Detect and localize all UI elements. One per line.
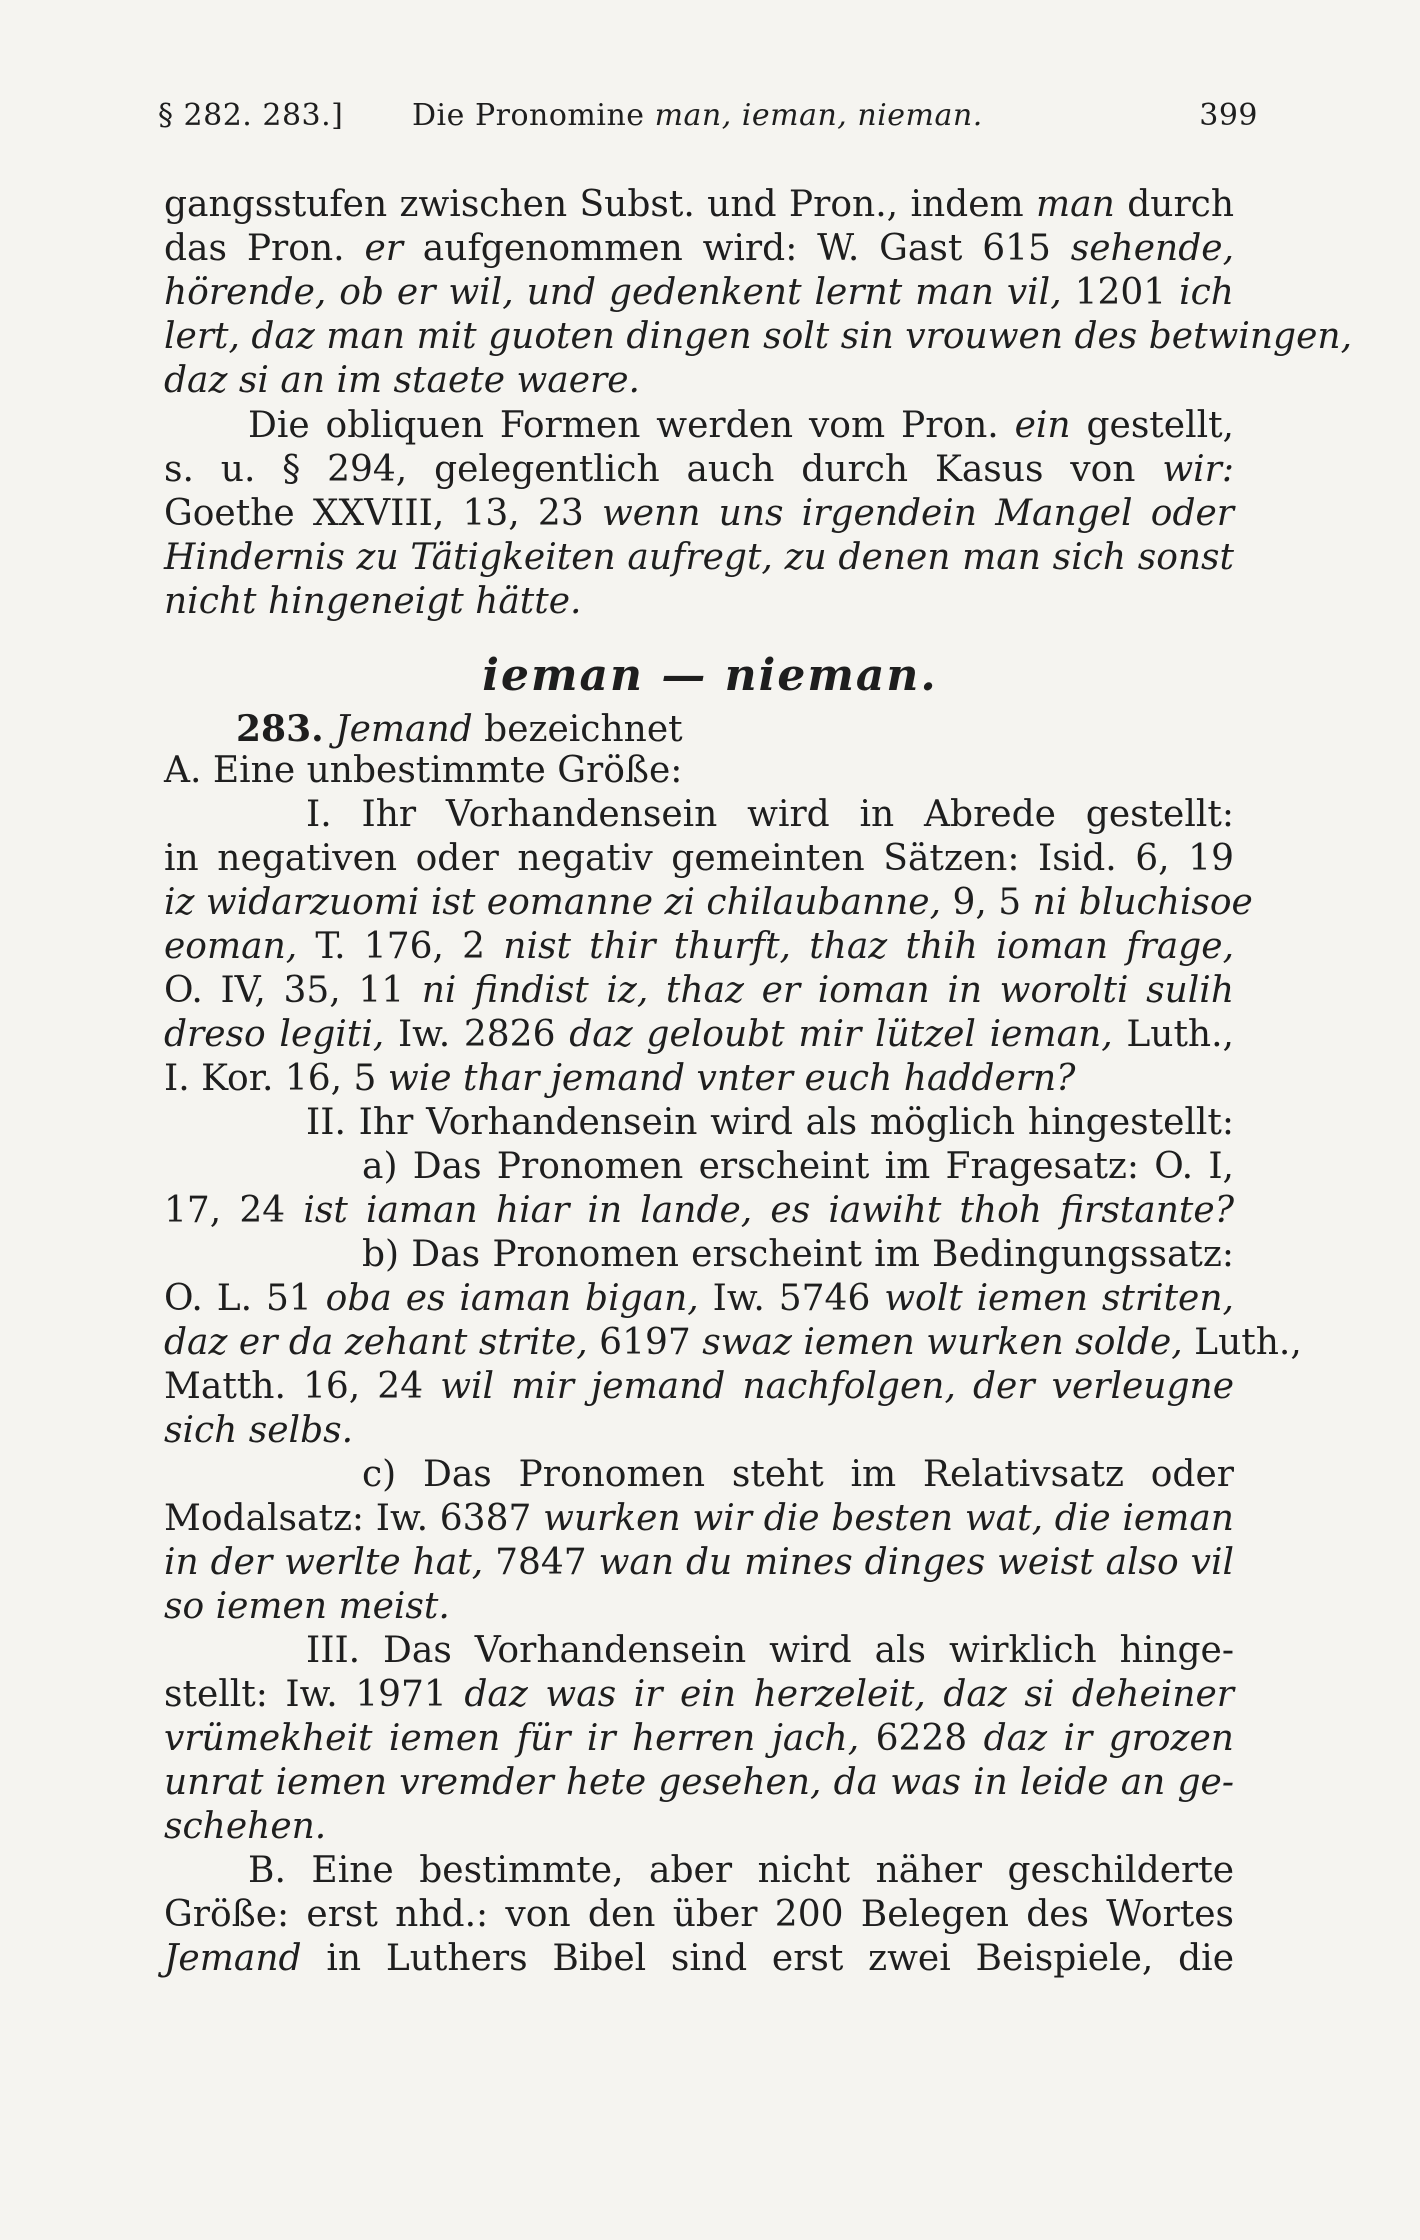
text-run: sich selbs.	[164, 1410, 354, 1451]
text-line	[164, 1585, 1234, 1629]
text-line	[164, 1893, 1234, 1937]
text-run: wie thar jemand vnter euch haddern?	[387, 1058, 1076, 1099]
text-run: 9, 5	[941, 882, 1033, 923]
text-run: iz widarzuomi ist eomanne zi chilaubanne,	[164, 882, 942, 923]
text-line	[164, 271, 1234, 315]
text-line	[164, 969, 1234, 1013]
text-line	[306, 1101, 1234, 1145]
text-line	[164, 315, 1353, 359]
text-run: 17, 24	[164, 1190, 304, 1231]
text-line	[362, 1145, 1234, 1189]
text-run: swaz iemen wurken solde,	[702, 1322, 1183, 1363]
text-run: daz ir grozen	[983, 1718, 1234, 1759]
text-run: Modalsatz: Iw. 6387	[164, 1498, 544, 1539]
text-line	[164, 1761, 1234, 1805]
text-run: ein	[1014, 405, 1071, 446]
text-run: aufgenommen wird: W. Gast 615	[402, 228, 1071, 269]
text-run: Iw. 2826	[384, 1014, 570, 1055]
text-run: T. 176, 2	[297, 926, 504, 967]
text-run: c) Das Pronomen steht im Relativsatz oder	[362, 1454, 1234, 1495]
text-run: A. Eine unbestimmte Größe:	[164, 750, 683, 791]
text-run: 1201	[1061, 272, 1180, 313]
text-line	[164, 1365, 1234, 1409]
text-run: daz was ir ein herzeleit, daz si deheiner	[464, 1674, 1234, 1715]
text-run: wurken wir die besten wat, die ieman	[543, 1498, 1234, 1539]
text-run: ni findist iz, thaz er ioman in worolti sulih	[421, 970, 1234, 1011]
text-run: s. u. § 294, gelegentlich auch durch Kasus von	[164, 449, 1163, 490]
text-run: bezeichnet	[472, 709, 683, 750]
header-title: Die Pronomine man, ieman, nieman.	[412, 98, 983, 133]
text-run: daz geloubt mir lützel ieman,	[569, 1014, 1113, 1055]
text-run: daz si an im staete waere.	[164, 360, 640, 401]
text-line	[306, 793, 1234, 837]
text-run: III. Das Vorhandensein wird als wirklich hinge-	[306, 1630, 1234, 1671]
text-line	[164, 448, 1234, 492]
text-run: ich	[1179, 272, 1234, 313]
text-line	[164, 1409, 1234, 1453]
text-run: er	[364, 228, 403, 269]
running-header	[158, 98, 1258, 146]
text-run: Die obliquen Formen werden vom Pron.	[248, 405, 1015, 446]
text-run: oba es iaman bigan,	[325, 1278, 699, 1319]
text-run: in Luthers Bibel sind erst zwei Beispiele, die	[301, 1938, 1234, 1979]
text-line	[164, 359, 1234, 403]
page-number: 399	[1199, 98, 1258, 133]
text-run: ist iaman hiar in lande, es iawiht thoh firstante?	[303, 1190, 1234, 1231]
text-run: gangsstufen zwischen Subst. und Pron., indem	[164, 184, 1037, 225]
text-run: I. Kor. 16, 5	[164, 1058, 388, 1099]
text-run: Jemand	[335, 709, 473, 750]
text-line	[164, 1497, 1234, 1541]
text-line	[164, 925, 1234, 969]
text-line	[164, 492, 1234, 536]
text-run: stellt: Iw. 1971	[164, 1674, 465, 1715]
text-line	[362, 1233, 1234, 1277]
section-heading: ieman — nieman.	[482, 650, 938, 701]
text-line	[164, 881, 1253, 925]
text-run: sehende,	[1070, 228, 1235, 269]
text-run: 283.	[236, 708, 324, 750]
text-run: b) Das Pronomen erscheint im Bedingungssatz:	[362, 1234, 1234, 1275]
text-run: eoman,	[164, 926, 298, 967]
text-run: wenn uns irgendein Mangel oder	[601, 493, 1234, 534]
text-line	[306, 1629, 1234, 1673]
text-line	[164, 1189, 1234, 1233]
text-run: 6228	[859, 1718, 984, 1759]
text-run	[324, 709, 335, 750]
text-line	[164, 1321, 1302, 1365]
text-run: dreso legiti,	[164, 1014, 385, 1055]
text-run: so iemen meist.	[164, 1586, 450, 1627]
text-run: wan du mines dinges weist also vil	[598, 1542, 1234, 1583]
section-range: § 282. 283.]	[158, 98, 344, 133]
text-run: daz er da zehant strite,	[164, 1322, 588, 1363]
text-run: durch	[1114, 184, 1235, 225]
text-run: Größe: erst nhd.: von den über 200 Belegen des Wortes	[164, 1894, 1234, 1935]
text-run: Hindernis zu Tätigkeiten aufregt, zu denen man sich sonst	[164, 537, 1234, 578]
text-run: schehen.	[164, 1806, 327, 1847]
text-run: II. Ihr Vorhandensein wird als möglich hingestellt:	[306, 1102, 1234, 1143]
text-line	[164, 1541, 1234, 1585]
text-line	[164, 1013, 1234, 1057]
text-run: O. L. 51	[164, 1278, 326, 1319]
text-run: 6197	[587, 1322, 703, 1363]
text-line	[164, 536, 1234, 580]
text-run: 7847	[483, 1542, 599, 1583]
text-run: Iw. 5746	[698, 1278, 885, 1319]
text-run: in negativen oder negativ gemeinten Sätzen: Isid. 6, 19	[164, 838, 1234, 879]
text-line	[164, 227, 1234, 271]
text-line	[248, 1849, 1234, 1893]
text-run: gestellt,	[1070, 405, 1235, 446]
text-line	[164, 749, 1234, 793]
text-run: wil mir jemand nachfolgen, der verleugne	[440, 1366, 1235, 1407]
text-line	[164, 1673, 1234, 1717]
text-run: in der werlte hat,	[164, 1542, 484, 1583]
text-line	[164, 837, 1234, 881]
text-run: vrümekheit iemen für ir herren jach,	[164, 1718, 860, 1759]
text-run: ni bluchisoe	[1032, 882, 1253, 923]
text-run: Goethe XXVIII, 13, 23	[164, 493, 602, 534]
text-line	[164, 183, 1234, 227]
text-run: Matth. 16, 24	[164, 1366, 441, 1407]
text-run: das Pron.	[164, 228, 365, 269]
text-run: lert, daz man mit guoten dingen solt sin vrouwen des betwingen,	[164, 316, 1353, 357]
text-line	[236, 707, 1234, 752]
text-run: Luth.,	[1112, 1014, 1235, 1055]
text-run: unrat iemen vremder hete gesehen, da was in leide an ge-	[164, 1762, 1234, 1803]
text-run: B. Eine bestimmte, aber nicht näher geschilderte	[248, 1850, 1234, 1891]
text-run: O. IV, 35, 11	[164, 970, 422, 1011]
text-line	[164, 1717, 1234, 1761]
text-line	[362, 1453, 1234, 1497]
text-run: nist thir thurft, thaz thih ioman frage,	[503, 926, 1235, 967]
text-run: a) Das Pronomen erscheint im Fragesatz: O. I,	[362, 1146, 1234, 1187]
text-line	[164, 1057, 1234, 1101]
text-run: man	[1036, 184, 1115, 225]
text-run: wolt iemen striten,	[884, 1278, 1234, 1319]
text-line	[248, 404, 1234, 448]
text-run: nicht hingeneigt hätte.	[164, 581, 582, 622]
text-run: wir:	[1162, 449, 1234, 490]
text-line	[164, 1937, 1234, 1981]
text-line	[164, 1805, 1234, 1849]
text-line	[164, 580, 1234, 624]
text-run: I. Ihr Vorhandensein wird in Abrede gestellt:	[306, 794, 1234, 835]
text-run: Luth.,	[1182, 1322, 1302, 1363]
text-run: hörende, ob er wil, und gedenkent lernt man vil,	[164, 272, 1062, 313]
text-line	[164, 1277, 1234, 1321]
text-run: Jemand	[164, 1938, 302, 1979]
